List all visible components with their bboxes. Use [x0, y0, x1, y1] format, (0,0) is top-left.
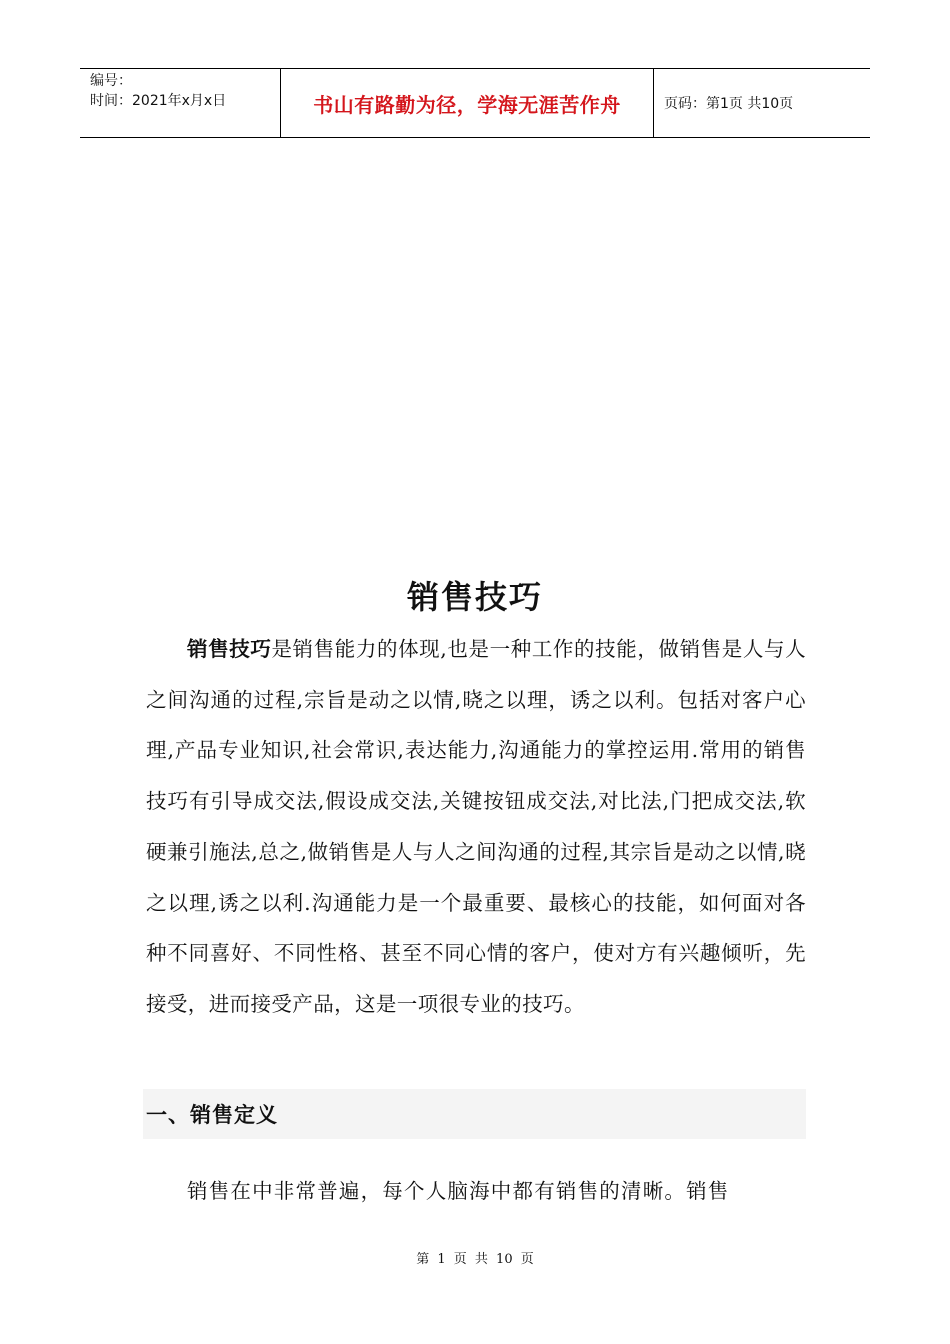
document-number-label: 编号： [90, 73, 132, 89]
header-left-cell [80, 69, 280, 137]
section-heading: 一、销售定义 [146, 1103, 278, 1127]
header-page-number: 页码：第1页 共10页 [664, 96, 794, 112]
page-header-table [80, 68, 870, 138]
section-paragraph: 销售在中非常普遍，每个人脑海中都有销售的清晰。销售 [187, 1179, 730, 1203]
document-title: 销售技巧 [406, 578, 543, 616]
section-heading-bar [143, 1089, 806, 1139]
intro-paragraph [146, 624, 806, 1030]
intro-lead-term: 销售技巧 [187, 637, 272, 661]
page-footer: 第 1 页 共 10 页 [416, 1252, 534, 1267]
header-motto: 书山有路勤为径，学海无涯苦作舟 [280, 69, 654, 137]
intro-text: 是销售能力的体现,也是一种工作的技能，做销售是人与人之间沟通的过程,宗旨是动之以情,晓之以理，诱之以利。包括对客户心理,产品专业知识,社会常识,表达能力,沟通能力的掌控运用.常用的销售技巧有引导成交法,假设成交法,关键按钮成交法,对比法,门把成交法,软硬兼引施法,总之,做销售是人与人之间沟通的过程,其宗旨是动之以情,晓之以理,诱之以利.沟通能力是一个最重要、最核心的技能，如何面对各种不同喜好、不同性格、甚至不同心情的客户，使对方有兴趣倾听，先接受，进而接受产品，这是一项很专业的技巧。 [146, 637, 806, 1016]
document-time-label: 时间：2021年x月x日 [90, 93, 227, 109]
